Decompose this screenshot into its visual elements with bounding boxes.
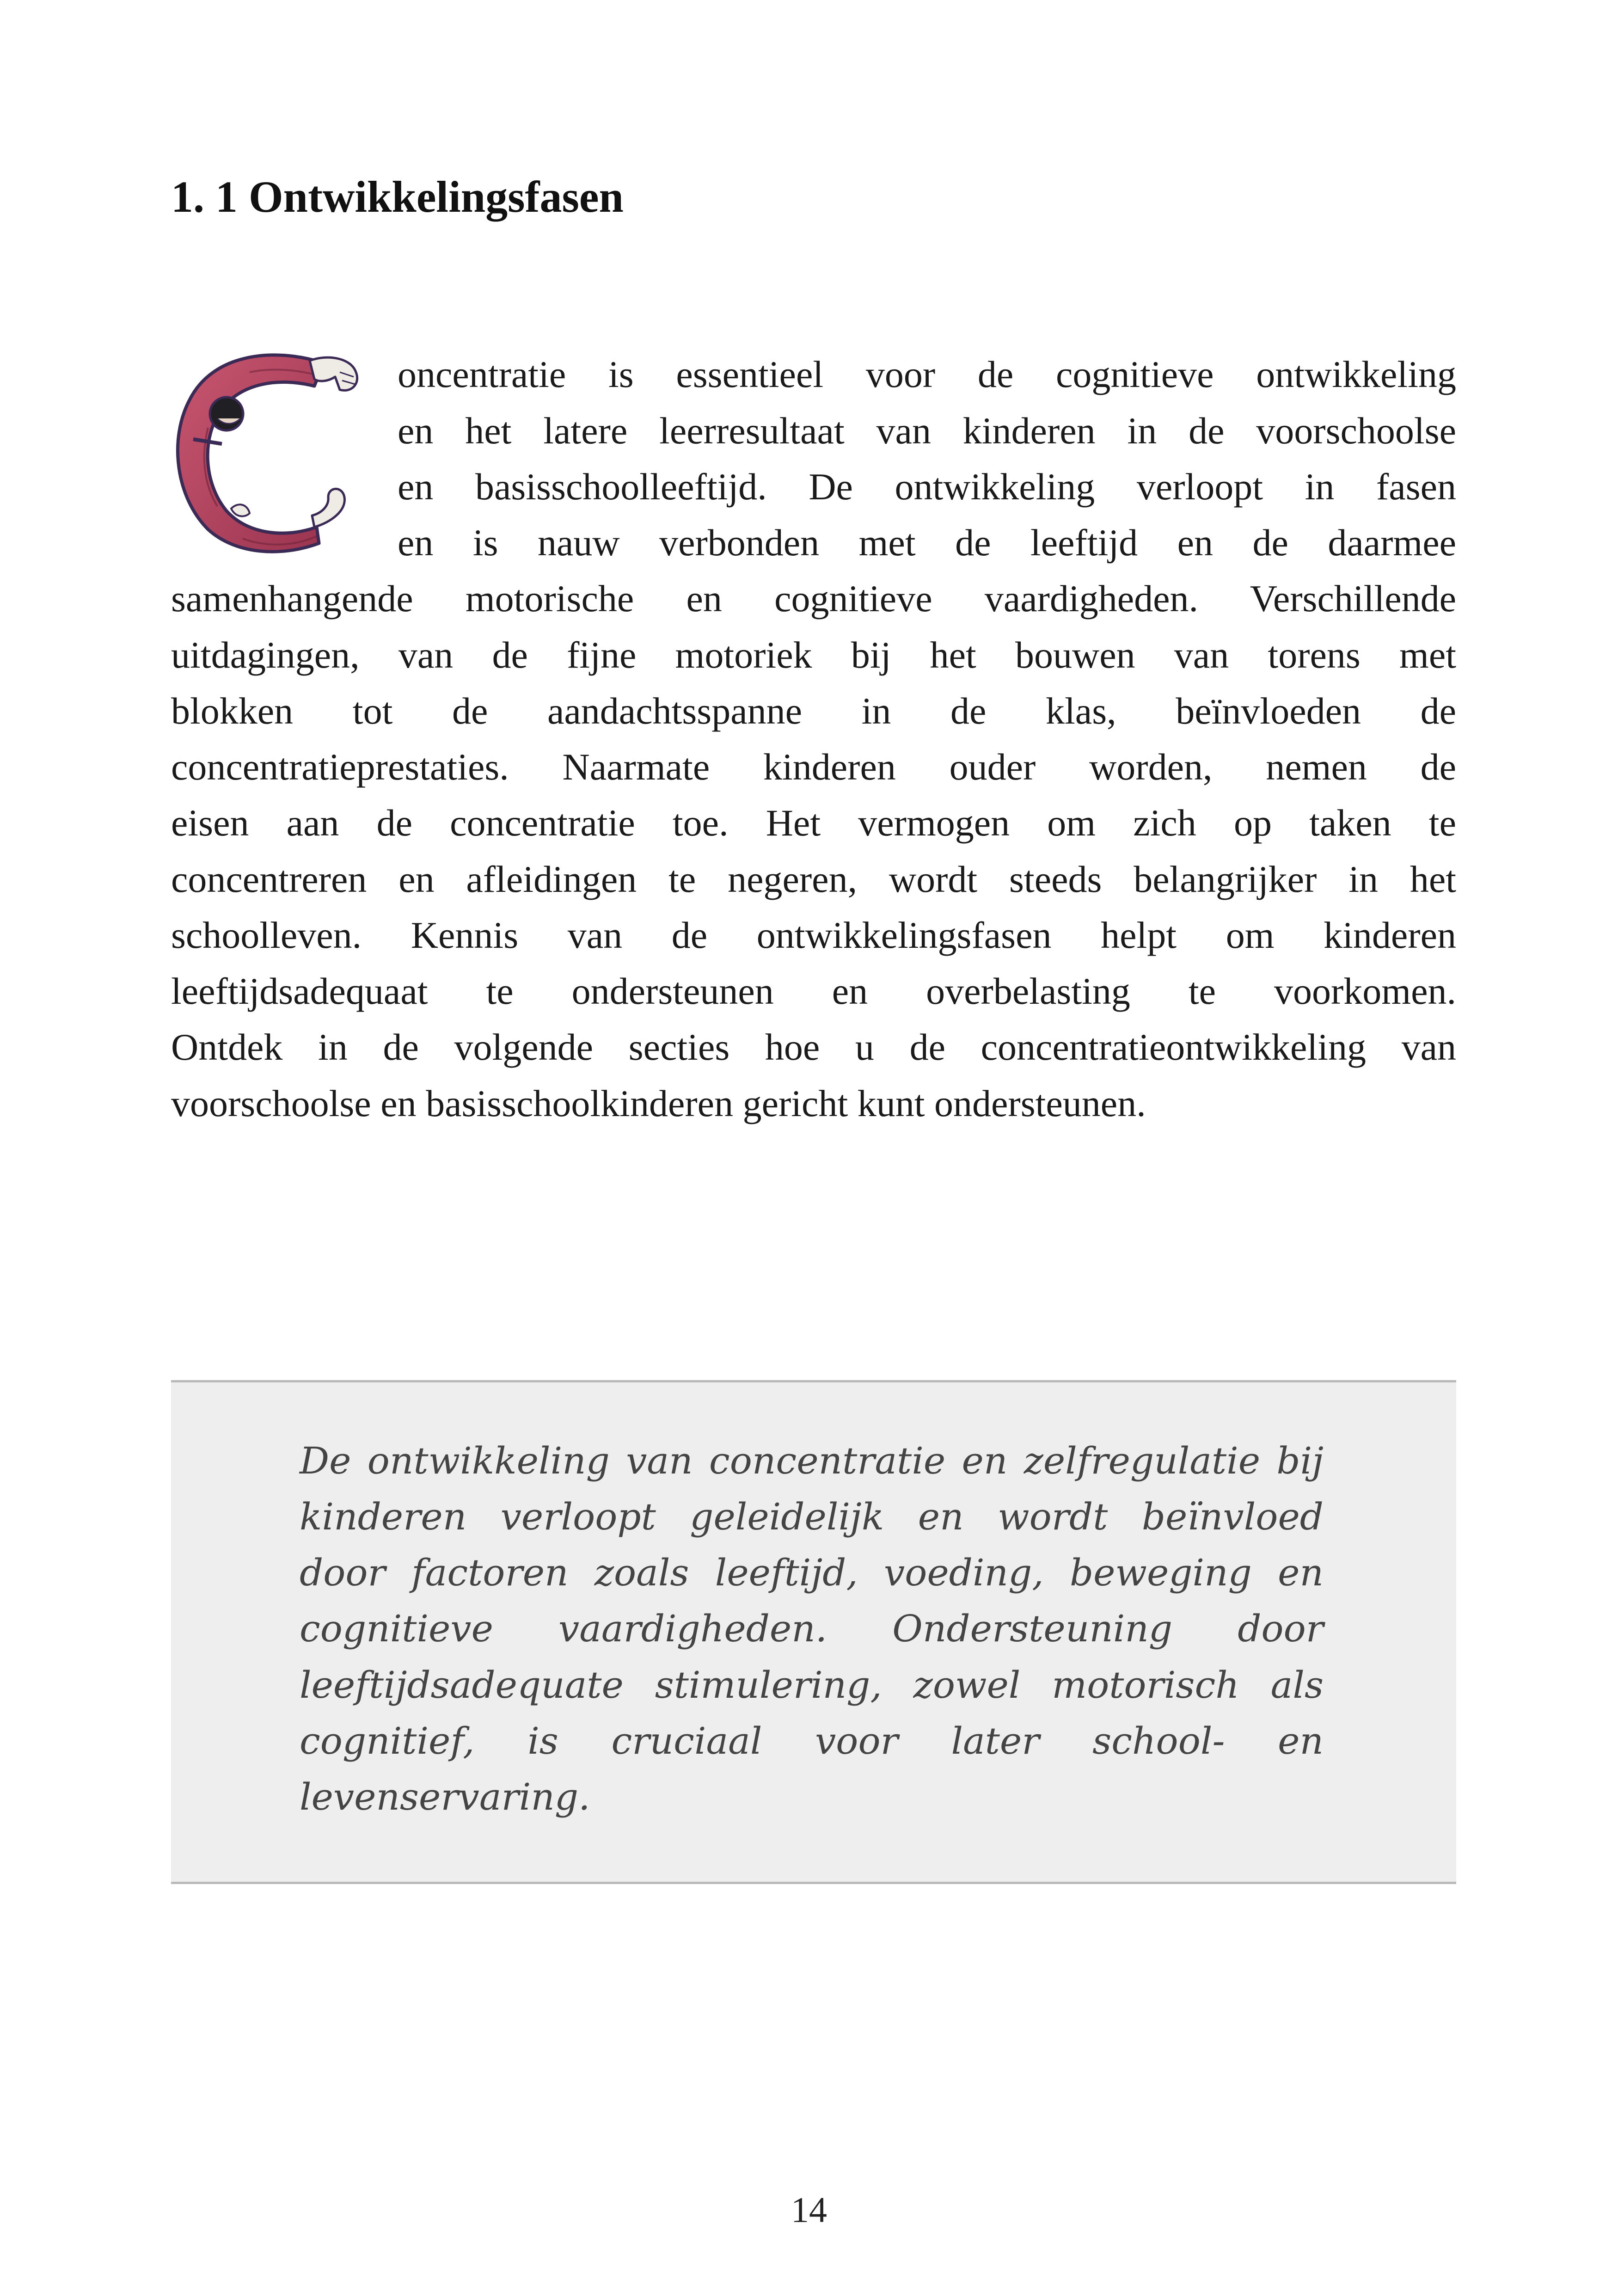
callout-line: levenservaring.: [300, 1775, 590, 1818]
callout-line: door factoren zoals leeftijd, voeding, beweging en: [300, 1551, 1324, 1594]
paragraph-line: en het latere leerresultaat van kinderen in de voorschoolse: [398, 410, 1456, 452]
page-number: 14: [791, 2190, 827, 2230]
paragraph-line: concentratieprestaties. Naarmate kinderen ouder worden, nemen de: [171, 746, 1456, 788]
callout-line: De ontwikkeling van concentratie en zelfregulatie bij: [300, 1439, 1324, 1482]
callout-line: cognitief, is cruciaal voor later school- en: [300, 1719, 1324, 1762]
paragraph-line: schoolleven. Kennis van de ontwikkelingsfasen helpt om kinderen: [171, 914, 1456, 956]
paragraph-line: samenhangende motorische en cognitieve vaardigheden. Verschillende: [171, 577, 1456, 620]
summary-callout: [171, 1380, 1456, 1884]
paragraph-line: en basisschoolleeftijd. De ontwikkeling verloopt in fasen: [398, 466, 1456, 508]
callout-line: cognitieve vaardigheden. Ondersteuning door: [300, 1607, 1324, 1650]
paragraph-line: uitdagingen, van de fijne motoriek bij het bouwen van torens met: [171, 634, 1456, 676]
section-heading: 1. 1 Ontwikkelingsfasen: [171, 172, 624, 221]
paragraph-line: oncentratie is essentieel voor de cognitieve ontwikkeling: [398, 353, 1456, 395]
paragraph-line: leeftijdsadequaat te ondersteunen en overbelasting te voorkomen.: [171, 970, 1456, 1012]
paragraph-line: Ontdek in de volgende secties hoe u de concentratieontwikkeling van: [171, 1026, 1456, 1068]
paragraph-line: voorschoolse en basisschoolkinderen gericht kunt ondersteunen.: [171, 1082, 1146, 1124]
paragraph-line: eisen aan de concentratie toe. Het vermogen om zich op taken te: [171, 802, 1456, 844]
paragraph-line: en is nauw verbonden met de leeftijd en de daarmee: [398, 522, 1456, 564]
paragraph-line: blokken tot de aandachtsspanne in de klas, beïnvloeden de: [171, 690, 1456, 732]
callout-line: leeftijdsadequate stimulering, zowel motorisch als: [300, 1664, 1324, 1707]
dropcap-illustration: [157, 344, 370, 566]
paragraph-line: concentreren en afleidingen te negeren, wordt steeds belangrijker in het: [171, 858, 1456, 900]
callout-line: kinderen verloopt geleidelijk en wordt beïnvloed: [300, 1495, 1324, 1538]
